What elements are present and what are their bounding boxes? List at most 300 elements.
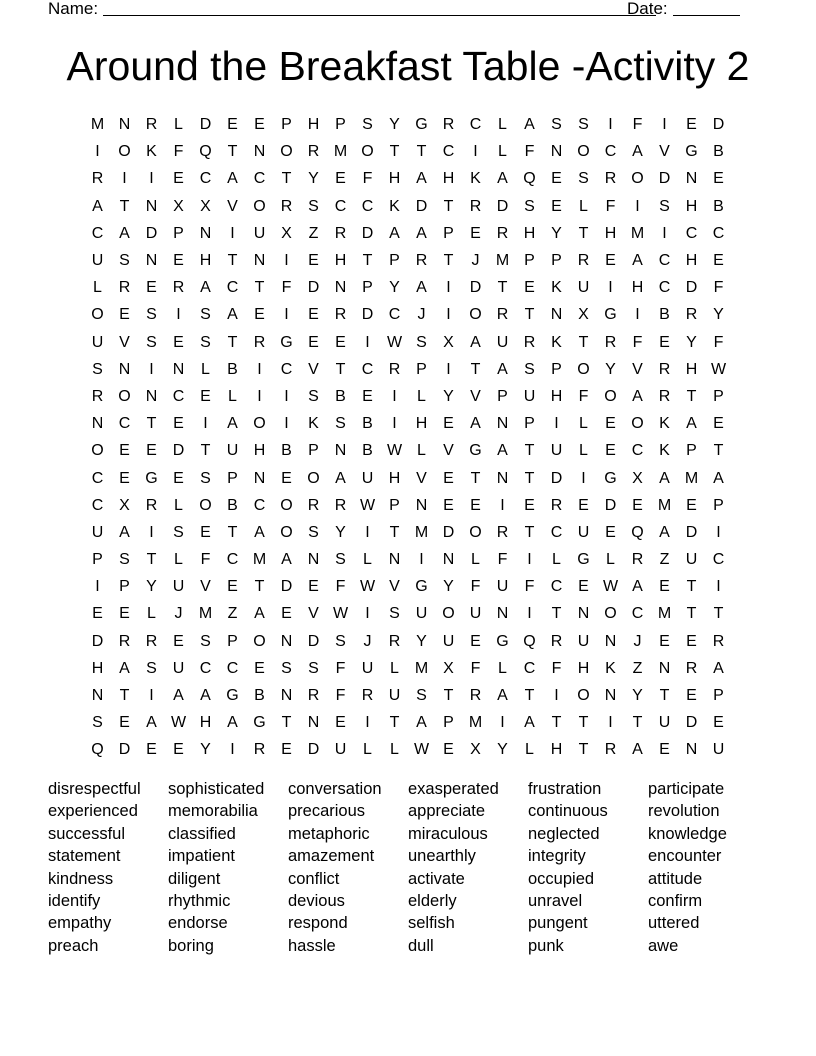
grid-letter[interactable]: A [389, 224, 400, 242]
grid-letter[interactable]: O [577, 687, 590, 705]
grid-letter[interactable]: E [227, 578, 238, 596]
grid-letter[interactable]: N [307, 551, 320, 569]
grid-letter[interactable]: S [119, 551, 130, 569]
grid-letter[interactable]: N [658, 659, 671, 677]
grid-letter[interactable]: R [685, 306, 698, 324]
grid-letter[interactable]: E [578, 578, 589, 596]
grid-letter[interactable]: I [473, 143, 478, 161]
grid-letter[interactable]: I [392, 415, 397, 433]
grid-letter[interactable]: S [146, 306, 157, 324]
grid-letter[interactable]: H [307, 116, 320, 134]
grid-letter[interactable]: S [173, 523, 184, 541]
grid-letter[interactable]: X [632, 469, 643, 487]
grid-letter[interactable]: G [577, 551, 590, 569]
grid-letter[interactable]: F [632, 333, 643, 351]
grid-letter[interactable]: C [91, 224, 104, 242]
grid-letter[interactable]: C [226, 659, 239, 677]
grid-letter[interactable]: Y [713, 306, 724, 324]
grid-letter[interactable]: E [173, 741, 184, 759]
grid-letter[interactable]: N [604, 632, 617, 650]
grid-letter[interactable]: P [497, 387, 508, 405]
grid-letter[interactable]: T [551, 605, 562, 623]
grid-letter[interactable]: E [470, 632, 481, 650]
grid-letter[interactable]: A [470, 333, 481, 351]
grid-letter[interactable]: T [551, 714, 562, 732]
grid-letter[interactable]: O [199, 496, 212, 514]
grid-letter[interactable]: J [633, 632, 642, 650]
grid-letter[interactable]: C [280, 360, 293, 378]
grid-letter[interactable]: K [470, 170, 481, 188]
grid-letter[interactable]: A [632, 387, 643, 405]
grid-letter[interactable]: D [415, 197, 428, 215]
grid-letter[interactable]: T [524, 442, 535, 460]
grid-letter[interactable]: C [442, 143, 455, 161]
grid-letter[interactable]: I [149, 523, 154, 541]
grid-letter[interactable]: C [658, 279, 671, 297]
grid-letter[interactable]: V [416, 469, 427, 487]
grid-letter[interactable]: Y [605, 360, 616, 378]
grid-letter[interactable]: E [281, 605, 292, 623]
grid-letter[interactable]: A [497, 360, 508, 378]
grid-letter[interactable]: L [390, 741, 399, 759]
grid-letter[interactable]: O [253, 415, 266, 433]
grid-letter[interactable]: E [254, 306, 265, 324]
grid-letter[interactable]: P [416, 360, 427, 378]
grid-letter[interactable]: R [118, 279, 131, 297]
grid-letter[interactable]: T [227, 523, 238, 541]
grid-letter[interactable]: I [365, 523, 370, 541]
grid-letter[interactable]: C [253, 170, 266, 188]
grid-letter[interactable]: G [415, 116, 428, 134]
grid-letter[interactable]: I [527, 551, 532, 569]
grid-letter[interactable]: F [470, 578, 481, 596]
grid-letter[interactable]: T [443, 252, 454, 270]
grid-letter[interactable]: R [280, 197, 293, 215]
grid-letter[interactable]: N [550, 306, 563, 324]
grid-letter[interactable]: I [446, 279, 451, 297]
grid-letter[interactable]: T [227, 143, 238, 161]
grid-letter[interactable]: E [470, 224, 481, 242]
grid-letter[interactable]: S [200, 632, 211, 650]
grid-letter[interactable]: R [388, 632, 401, 650]
grid-letter[interactable]: I [419, 551, 424, 569]
grid-letter[interactable]: T [335, 360, 346, 378]
grid-letter[interactable]: C [550, 578, 563, 596]
grid-letter[interactable]: M [252, 551, 267, 569]
grid-letter[interactable]: U [388, 687, 401, 705]
grid-letter[interactable]: M [90, 116, 105, 134]
grid-letter[interactable]: N [199, 224, 212, 242]
grid-letter[interactable]: A [632, 741, 643, 759]
grid-letter[interactable]: E [200, 387, 211, 405]
grid-letter[interactable]: R [523, 333, 536, 351]
grid-letter[interactable]: M [333, 143, 348, 161]
grid-letter[interactable]: B [227, 360, 238, 378]
grid-letter[interactable]: X [443, 659, 454, 677]
grid-letter[interactable]: X [200, 197, 211, 215]
grid-letter[interactable]: N [145, 252, 158, 270]
grid-letter[interactable]: R [469, 687, 482, 705]
grid-letter[interactable]: D [307, 741, 320, 759]
grid-letter[interactable]: H [631, 279, 644, 297]
grid-letter[interactable]: I [581, 469, 586, 487]
grid-letter[interactable]: R [118, 632, 131, 650]
grid-letter[interactable]: E [173, 415, 184, 433]
grid-letter[interactable]: M [630, 224, 645, 242]
grid-letter[interactable]: O [307, 469, 320, 487]
grid-letter[interactable]: S [524, 197, 535, 215]
grid-letter[interactable]: T [578, 741, 589, 759]
grid-letter[interactable]: R [496, 306, 509, 324]
grid-letter[interactable]: Q [631, 523, 644, 541]
grid-letter[interactable]: S [659, 197, 670, 215]
grid-letter[interactable]: N [496, 415, 509, 433]
grid-letter[interactable]: L [552, 551, 561, 569]
grid-letter[interactable]: Y [200, 741, 211, 759]
grid-letter[interactable]: R [577, 252, 590, 270]
grid-letter[interactable]: N [442, 551, 455, 569]
grid-letter[interactable]: E [524, 279, 535, 297]
grid-letter[interactable]: D [91, 632, 104, 650]
grid-letter[interactable]: W [710, 360, 727, 378]
grid-letter[interactable]: A [416, 170, 427, 188]
grid-letter[interactable]: L [579, 415, 588, 433]
grid-letter[interactable]: Q [199, 143, 212, 161]
grid-letter[interactable]: N [550, 143, 563, 161]
grid-letter[interactable]: O [253, 632, 266, 650]
grid-letter[interactable]: G [685, 143, 698, 161]
grid-letter[interactable]: T [686, 578, 697, 596]
grid-letter[interactable]: P [389, 252, 400, 270]
grid-letter[interactable]: H [685, 360, 698, 378]
grid-letter[interactable]: S [119, 252, 130, 270]
grid-letter[interactable]: B [713, 197, 724, 215]
grid-letter[interactable]: A [524, 714, 535, 732]
grid-letter[interactable]: Z [659, 551, 670, 569]
grid-letter[interactable]: N [334, 442, 347, 460]
grid-letter[interactable]: U [334, 741, 347, 759]
grid-letter[interactable]: R [415, 252, 428, 270]
grid-letter[interactable]: O [280, 143, 293, 161]
grid-letter[interactable]: D [442, 523, 455, 541]
grid-letter[interactable]: T [254, 578, 265, 596]
grid-letter[interactable]: T [524, 469, 535, 487]
grid-letter[interactable]: M [468, 714, 483, 732]
grid-letter[interactable]: T [470, 360, 481, 378]
grid-letter[interactable]: S [92, 360, 103, 378]
grid-letter[interactable]: E [227, 116, 238, 134]
grid-letter[interactable]: E [713, 714, 724, 732]
grid-letter[interactable]: E [605, 523, 616, 541]
grid-letter[interactable]: E [713, 415, 724, 433]
grid-letter[interactable]: R [550, 632, 563, 650]
grid-letter[interactable]: C [199, 170, 212, 188]
grid-letter[interactable]: D [712, 116, 725, 134]
grid-letter[interactable]: I [257, 387, 262, 405]
grid-letter[interactable]: E [605, 442, 616, 460]
grid-letter[interactable]: P [227, 632, 238, 650]
grid-letter[interactable]: J [417, 306, 426, 324]
grid-letter[interactable]: C [118, 415, 131, 433]
grid-letter[interactable]: M [414, 523, 429, 541]
grid-letter[interactable]: F [335, 659, 346, 677]
grid-letter[interactable]: R [361, 687, 374, 705]
grid-letter[interactable]: P [443, 714, 454, 732]
grid-letter[interactable]: T [470, 469, 481, 487]
grid-letter[interactable]: F [713, 333, 724, 351]
grid-letter[interactable]: F [335, 578, 346, 596]
grid-letter[interactable]: Y [551, 224, 562, 242]
grid-letter[interactable]: I [608, 116, 613, 134]
grid-letter[interactable]: P [119, 578, 130, 596]
grid-letter[interactable]: E [308, 333, 319, 351]
grid-letter[interactable]: V [443, 442, 454, 460]
grid-letter[interactable]: P [362, 279, 373, 297]
grid-letter[interactable]: S [578, 170, 589, 188]
grid-letter[interactable]: E [443, 469, 454, 487]
grid-letter[interactable]: E [659, 741, 670, 759]
grid-letter[interactable]: C [91, 469, 104, 487]
grid-letter[interactable]: K [551, 279, 562, 297]
grid-letter[interactable]: A [497, 170, 508, 188]
grid-letter[interactable]: C [91, 496, 104, 514]
grid-letter[interactable]: S [92, 714, 103, 732]
grid-letter[interactable]: T [227, 252, 238, 270]
grid-letter[interactable]: D [496, 197, 509, 215]
grid-letter[interactable]: L [579, 442, 588, 460]
grid-letter[interactable]: O [631, 170, 644, 188]
grid-letter[interactable]: E [254, 659, 265, 677]
grid-letter[interactable]: H [604, 224, 617, 242]
grid-letter[interactable]: S [362, 116, 373, 134]
grid-letter[interactable]: L [228, 387, 237, 405]
grid-letter[interactable]: H [91, 659, 104, 677]
grid-letter[interactable]: Y [686, 333, 697, 351]
grid-letter[interactable]: G [469, 442, 482, 460]
grid-letter[interactable]: E [92, 605, 103, 623]
grid-letter[interactable]: C [388, 306, 401, 324]
grid-letter[interactable]: H [442, 170, 455, 188]
grid-letter[interactable]: N [604, 687, 617, 705]
grid-letter[interactable]: I [122, 170, 127, 188]
grid-letter[interactable]: R [658, 360, 671, 378]
grid-letter[interactable]: P [308, 442, 319, 460]
grid-letter[interactable]: A [173, 687, 184, 705]
grid-letter[interactable]: Q [91, 741, 104, 759]
grid-letter[interactable]: O [361, 143, 374, 161]
grid-letter[interactable]: G [145, 469, 158, 487]
grid-letter[interactable]: T [119, 687, 130, 705]
grid-letter[interactable]: U [685, 551, 698, 569]
grid-letter[interactable]: U [91, 333, 104, 351]
grid-letter[interactable]: O [469, 523, 482, 541]
grid-letter[interactable]: J [363, 632, 372, 650]
grid-letter[interactable]: P [713, 387, 724, 405]
grid-letter[interactable]: N [118, 360, 131, 378]
grid-letter[interactable]: I [149, 687, 154, 705]
grid-letter[interactable]: E [632, 496, 643, 514]
grid-letter[interactable]: S [200, 306, 211, 324]
grid-letter[interactable]: E [173, 252, 184, 270]
grid-letter[interactable]: N [685, 741, 698, 759]
grid-letter[interactable]: T [713, 442, 724, 460]
grid-letter[interactable]: P [281, 116, 292, 134]
grid-letter[interactable]: D [550, 469, 563, 487]
grid-letter[interactable]: B [362, 442, 373, 460]
grid-letter[interactable]: M [495, 252, 510, 270]
grid-letter[interactable]: N [253, 469, 266, 487]
grid-letter[interactable]: C [172, 387, 185, 405]
grid-letter[interactable]: I [635, 306, 640, 324]
grid-letter[interactable]: I [446, 360, 451, 378]
grid-letter[interactable]: F [605, 197, 616, 215]
grid-letter[interactable]: R [91, 387, 104, 405]
grid-letter[interactable]: A [416, 714, 427, 732]
grid-letter[interactable]: U [91, 252, 104, 270]
grid-letter[interactable]: A [227, 306, 238, 324]
grid-letter[interactable]: C [361, 360, 374, 378]
grid-letter[interactable]: U [172, 578, 185, 596]
grid-letter[interactable]: R [604, 741, 617, 759]
grid-letter[interactable]: N [307, 714, 320, 732]
grid-letter[interactable]: M [684, 469, 699, 487]
grid-letter[interactable]: A [416, 224, 427, 242]
grid-letter[interactable]: F [362, 170, 373, 188]
grid-letter[interactable]: Y [389, 279, 400, 297]
grid-letter[interactable]: L [525, 741, 534, 759]
grid-letter[interactable]: H [388, 469, 401, 487]
grid-letter[interactable]: P [713, 687, 724, 705]
grid-letter[interactable]: E [713, 252, 724, 270]
grid-letter[interactable]: K [659, 415, 670, 433]
grid-letter[interactable]: V [308, 360, 319, 378]
grid-letter[interactable]: M [198, 605, 213, 623]
grid-letter[interactable]: F [497, 551, 508, 569]
grid-letter[interactable]: C [550, 523, 563, 541]
grid-letter[interactable]: C [712, 551, 725, 569]
grid-letter[interactable]: H [685, 197, 698, 215]
grid-letter[interactable]: D [658, 170, 671, 188]
grid-letter[interactable]: R [604, 333, 617, 351]
grid-letter[interactable]: E [524, 496, 535, 514]
grid-letter[interactable]: I [662, 116, 667, 134]
grid-letter[interactable]: F [713, 279, 724, 297]
grid-letter[interactable]: T [659, 687, 670, 705]
grid-letter[interactable]: A [524, 116, 535, 134]
grid-letter[interactable]: E [119, 605, 130, 623]
grid-letter[interactable]: T [578, 224, 589, 242]
grid-letter[interactable]: I [635, 197, 640, 215]
grid-letter[interactable]: K [308, 415, 319, 433]
grid-letter[interactable]: T [713, 605, 724, 623]
grid-letter[interactable]: I [230, 741, 235, 759]
grid-letter[interactable]: I [203, 415, 208, 433]
grid-letter[interactable]: R [334, 224, 347, 242]
grid-letter[interactable]: S [335, 551, 346, 569]
grid-letter[interactable]: I [365, 605, 370, 623]
grid-letter[interactable]: E [605, 252, 616, 270]
grid-letter[interactable]: W [386, 442, 403, 460]
grid-letter[interactable]: D [145, 224, 158, 242]
grid-letter[interactable]: D [199, 116, 212, 134]
grid-letter[interactable]: T [389, 143, 400, 161]
grid-letter[interactable]: T [254, 279, 265, 297]
name-blank-line[interactable] [103, 15, 656, 16]
grid-letter[interactable]: T [389, 714, 400, 732]
grid-letter[interactable]: E [119, 442, 130, 460]
grid-letter[interactable]: T [686, 605, 697, 623]
grid-letter[interactable]: E [200, 523, 211, 541]
grid-letter[interactable]: L [363, 551, 372, 569]
grid-letter[interactable]: B [362, 415, 373, 433]
grid-letter[interactable]: P [686, 442, 697, 460]
grid-letter[interactable]: A [254, 605, 265, 623]
grid-letter[interactable]: Y [443, 578, 454, 596]
grid-letter[interactable]: X [281, 224, 292, 242]
grid-letter[interactable]: M [414, 659, 429, 677]
grid-letter[interactable]: T [524, 687, 535, 705]
grid-letter[interactable]: R [442, 116, 455, 134]
grid-letter[interactable]: R [334, 496, 347, 514]
grid-letter[interactable]: U [415, 605, 428, 623]
grid-letter[interactable]: N [577, 605, 590, 623]
grid-letter[interactable]: N [253, 143, 266, 161]
grid-letter[interactable]: O [91, 306, 104, 324]
grid-letter[interactable]: C [226, 279, 239, 297]
grid-letter[interactable]: N [253, 252, 266, 270]
grid-letter[interactable]: U [577, 632, 590, 650]
grid-letter[interactable]: T [281, 714, 292, 732]
grid-letter[interactable]: A [200, 279, 211, 297]
grid-letter[interactable]: E [362, 387, 373, 405]
grid-letter[interactable]: S [578, 116, 589, 134]
grid-letter[interactable]: P [551, 360, 562, 378]
grid-letter[interactable]: I [554, 687, 559, 705]
grid-letter[interactable]: L [174, 496, 183, 514]
grid-letter[interactable]: U [226, 442, 239, 460]
grid-letter[interactable]: W [170, 714, 187, 732]
grid-letter[interactable]: N [280, 687, 293, 705]
grid-letter[interactable]: U [550, 442, 563, 460]
grid-letter[interactable]: A [632, 143, 643, 161]
grid-letter[interactable]: A [335, 469, 346, 487]
grid-letter[interactable]: A [119, 523, 130, 541]
grid-letter[interactable]: R [307, 687, 320, 705]
grid-letter[interactable]: E [551, 170, 562, 188]
grid-letter[interactable]: T [632, 714, 643, 732]
grid-letter[interactable]: S [335, 415, 346, 433]
grid-letter[interactable]: U [361, 469, 374, 487]
grid-letter[interactable]: E [443, 496, 454, 514]
grid-letter[interactable]: I [149, 360, 154, 378]
grid-letter[interactable]: Y [632, 687, 643, 705]
grid-letter[interactable]: S [416, 687, 427, 705]
grid-letter[interactable]: F [200, 551, 211, 569]
grid-letter[interactable]: A [254, 523, 265, 541]
grid-letter[interactable]: O [253, 197, 266, 215]
grid-letter[interactable]: T [362, 252, 373, 270]
grid-letter[interactable]: A [632, 252, 643, 270]
grid-letter[interactable]: R [658, 387, 671, 405]
grid-letter[interactable]: F [578, 387, 589, 405]
grid-letter[interactable]: R [307, 496, 320, 514]
grid-letter[interactable]: Z [308, 224, 319, 242]
grid-letter[interactable]: Z [632, 659, 643, 677]
grid-letter[interactable]: E [605, 415, 616, 433]
grid-letter[interactable]: F [524, 143, 535, 161]
grid-letter[interactable]: C [712, 224, 725, 242]
grid-letter[interactable]: G [604, 469, 617, 487]
